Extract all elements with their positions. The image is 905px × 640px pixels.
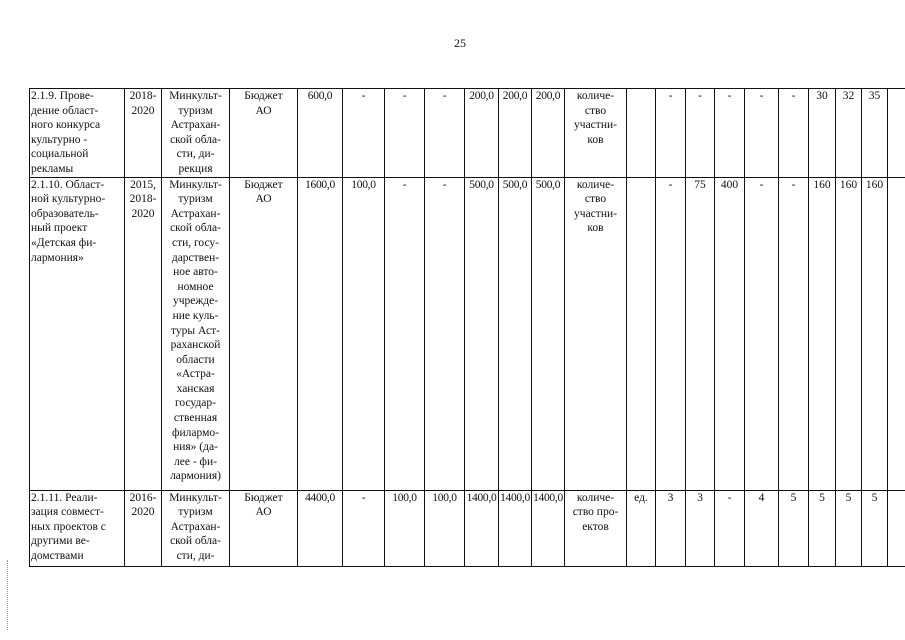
indicator-value-cell: 3 [686, 490, 715, 566]
funding-total-cell: 1600,0 [298, 177, 343, 490]
indicator-value-cell: 160 [862, 177, 888, 490]
indicator-value-cell: - [686, 89, 715, 178]
executor-cell: Минкульт- туризм Астрахан- ской обла- сти, ди- [162, 490, 230, 566]
years-cell: 2015, 2018- 2020 [125, 177, 162, 490]
indicator-value-cell: 5 [836, 490, 862, 566]
funding-year-cell: - [425, 89, 465, 178]
indicator-cell: количе- ство участни- ков [565, 89, 627, 178]
table-row [30, 490, 905, 566]
unit-cell: ед. [627, 490, 656, 566]
scan-artifact [7, 560, 9, 630]
indicator-value-cell: 35 [862, 89, 888, 178]
indicator-value-cell: 75 [686, 177, 715, 490]
funding-year-cell: 1400,0 [532, 490, 565, 566]
indicator-value-cell: - [745, 89, 779, 178]
funding-year-cell: 200,0 [499, 89, 532, 178]
table-row [30, 89, 905, 178]
indicator-value-cell: - [656, 177, 686, 490]
indicator-value-cell: 30 [809, 89, 836, 178]
indicator-value-cell [888, 89, 905, 178]
years-cell: 2018- 2020 [125, 89, 162, 178]
funding-year-cell: 500,0 [465, 177, 499, 490]
years-cell: 2016- 2020 [125, 490, 162, 566]
executor-cell: Минкульт- туризм Астрахан- ской обла- сти, ди- рекция [162, 89, 230, 178]
funding-total-cell: 4400,0 [298, 490, 343, 566]
funding-year-cell: 200,0 [532, 89, 565, 178]
indicator-value-cell: 32 [836, 89, 862, 178]
indicator-value-cell: - [656, 89, 686, 178]
indicator-value-cell: - [745, 177, 779, 490]
funding-year-cell: - [425, 177, 465, 490]
measure-name-cell: 2.1.10. Област- ной культурно- образователь- ный проект «Детская фи- лармония» [30, 177, 125, 490]
funding-source-cell: Бюджет АО [230, 177, 298, 490]
indicator-value-cell: - [715, 490, 745, 566]
indicator-value-cell: - [779, 177, 809, 490]
unit-cell [627, 177, 656, 490]
funding-year-cell: 100,0 [425, 490, 465, 566]
indicator-value-cell: 4 [745, 490, 779, 566]
funding-year-cell: - [343, 490, 385, 566]
funding-source-cell: Бюджет АО [230, 490, 298, 566]
table-row [30, 177, 905, 490]
indicator-cell: количе- ство про- ектов [565, 490, 627, 566]
executor-cell: Минкульт- туризм Астрахан- ской обла- сти, госу- дарствен- ное авто- номное учрежде- ние куль- туры Аст- раханской области «Астра- ханская государ- ственная филармо- ния» (да- лее - фи- лармония) [162, 177, 230, 490]
page-number: 25 [454, 36, 466, 50]
funding-total-cell: 600,0 [298, 89, 343, 178]
funding-year-cell: - [343, 89, 385, 178]
funding-year-cell: 100,0 [343, 177, 385, 490]
indicator-value-cell [888, 177, 905, 490]
indicator-value-cell: 160 [809, 177, 836, 490]
funding-year-cell: - [385, 89, 425, 178]
indicator-value-cell: - [715, 89, 745, 178]
program-table [29, 88, 905, 567]
indicator-value-cell: 5 [809, 490, 836, 566]
measure-name-cell: 2.1.9. Прове- дение област- ного конкурса культурно - социальной рекламы [30, 89, 125, 178]
funding-year-cell: 500,0 [532, 177, 565, 490]
funding-year-cell: 200,0 [465, 89, 499, 178]
measure-name-cell: 2.1.11. Реали- зация совмест- ных проектов с другими ве- домствами [30, 490, 125, 566]
indicator-value-cell: 5 [779, 490, 809, 566]
indicator-value-cell [888, 490, 905, 566]
indicator-value-cell: 400 [715, 177, 745, 490]
funding-year-cell: 500,0 [499, 177, 532, 490]
unit-cell [627, 89, 656, 178]
indicator-value-cell: - [779, 89, 809, 178]
funding-year-cell: 1400,0 [465, 490, 499, 566]
indicator-cell: количе- ство участни- ков [565, 177, 627, 490]
funding-year-cell: - [385, 177, 425, 490]
indicator-value-cell: 5 [862, 490, 888, 566]
indicator-value-cell: 3 [656, 490, 686, 566]
funding-year-cell: 100,0 [385, 490, 425, 566]
funding-source-cell: Бюджет АО [230, 89, 298, 178]
indicator-value-cell: 160 [836, 177, 862, 490]
funding-year-cell: 1400,0 [499, 490, 532, 566]
